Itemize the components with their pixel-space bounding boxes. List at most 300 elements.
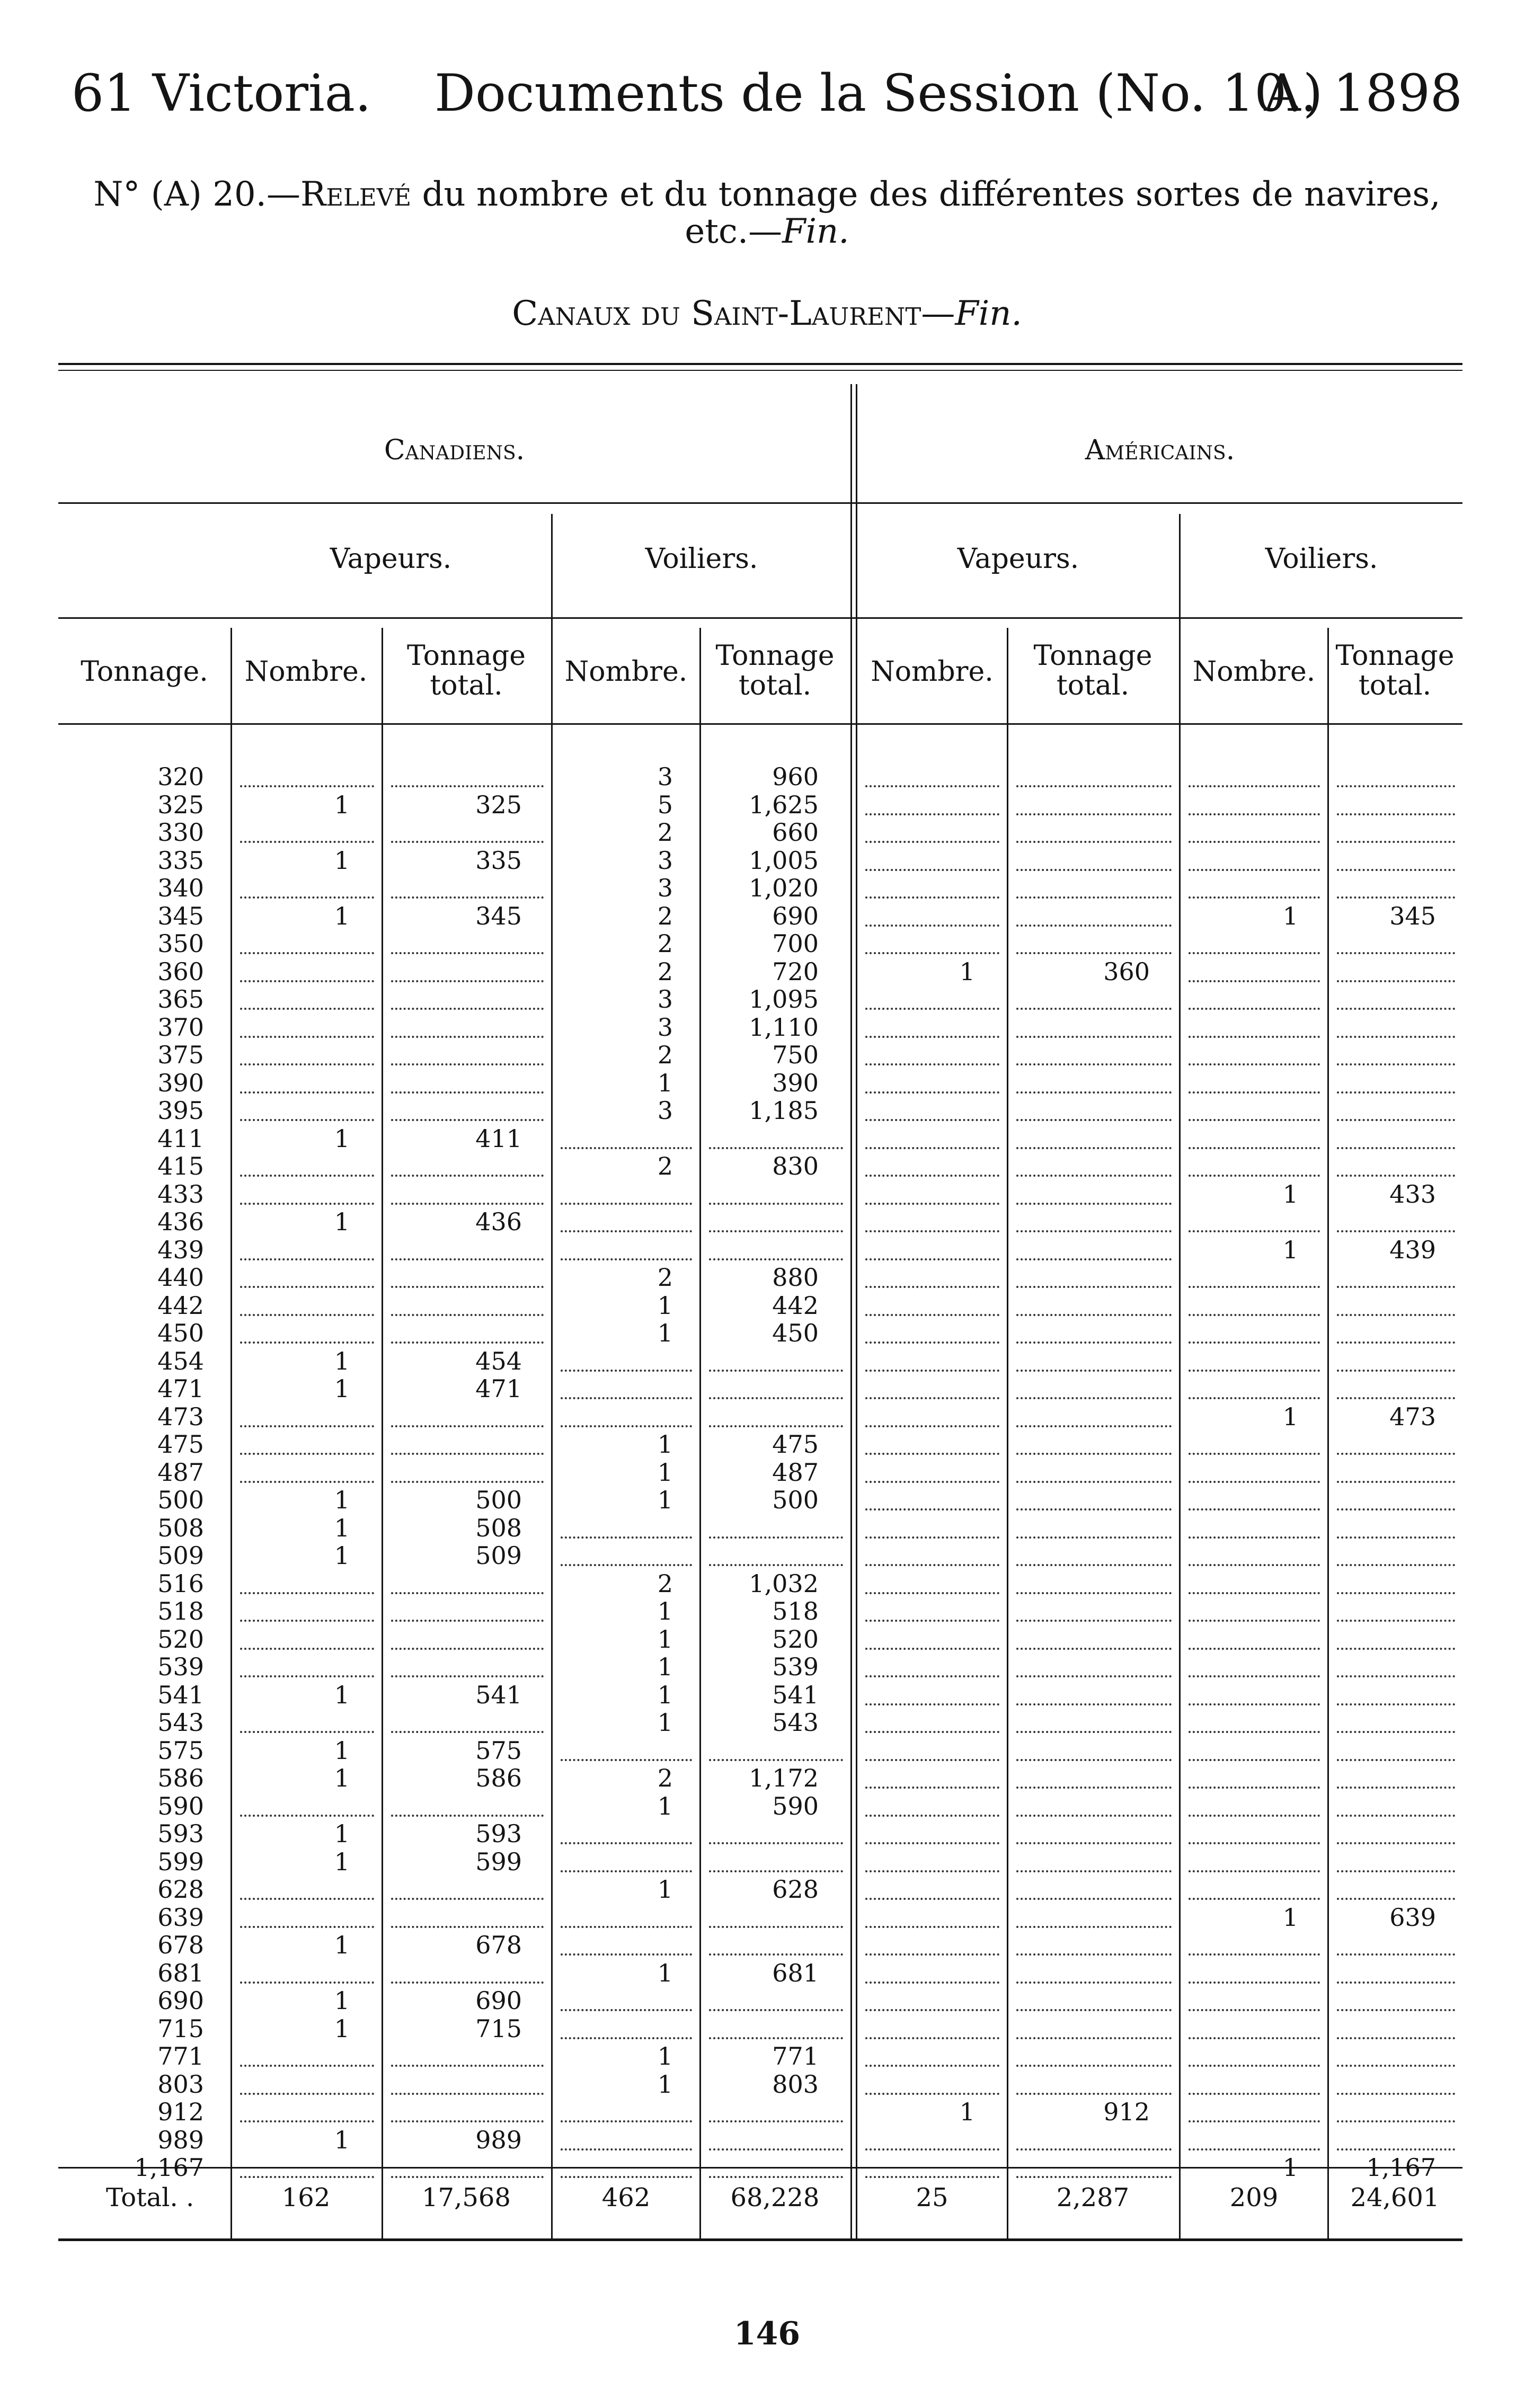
- dot-leader: [1016, 1205, 1172, 1232]
- dot-leader: [1337, 1511, 1455, 1539]
- cell-can-voil-nombre: 1: [657, 1625, 673, 1654]
- header-tonnage-word: Tonnage: [1335, 640, 1455, 672]
- dot-leader: [1337, 1539, 1455, 1566]
- dot-leader: [1016, 1010, 1172, 1038]
- cell-can-vap-tonnage: 436: [475, 1207, 522, 1236]
- dot-leader: [1189, 1316, 1320, 1344]
- cell-can-vap-tonnage: 345: [475, 902, 522, 930]
- dot-leader: [865, 1539, 999, 1566]
- dot-leader: [1189, 2012, 1320, 2039]
- cell-tonnage: 590: [157, 1792, 204, 1820]
- total-am-voil-tonnage: 24,601: [1350, 2183, 1440, 2212]
- dot-leader: [1337, 1956, 1455, 1984]
- dot-leader: [1337, 815, 1455, 843]
- caption-number: N° (A) 20.—: [93, 175, 301, 214]
- dot-leader: [1016, 1900, 1172, 1928]
- dot-leader: [865, 1010, 999, 1038]
- total-am-vap-nombre: 25: [916, 2183, 948, 2212]
- dot-leader: [1337, 1928, 1455, 1956]
- cell-am-vap-nombre: 1: [959, 957, 975, 986]
- dot-leader: [1016, 2123, 1172, 2151]
- cell-can-voil-tonnage: 390: [772, 1069, 819, 1097]
- cell-can-vap-tonnage: 678: [475, 1931, 522, 1959]
- cell-can-voil-tonnage: 803: [772, 2070, 819, 2099]
- cell-tonnage: 678: [157, 1931, 204, 1959]
- cell-can-voil-tonnage: 518: [772, 1597, 819, 1625]
- dot-leader: [1016, 1705, 1172, 1733]
- dot-leader: [865, 1789, 999, 1817]
- dot-leader: [865, 1956, 999, 1984]
- cell-tonnage: 593: [157, 1819, 204, 1848]
- dot-leader: [561, 1984, 692, 2011]
- cell-can-voil-nombre: 1: [657, 1291, 673, 1320]
- dot-leader: [865, 1817, 999, 1844]
- dot-leader: [709, 1177, 843, 1205]
- dot-leader: [240, 2039, 374, 2067]
- dot-leader: [561, 1177, 692, 1205]
- cell-am-voil-tonnage: 345: [1389, 902, 1436, 930]
- cell-can-voil-tonnage: 880: [772, 1263, 819, 1292]
- dot-leader: [1337, 1678, 1455, 1705]
- cell-can-vap-tonnage: 541: [475, 1681, 522, 1709]
- dot-leader: [709, 2095, 843, 2122]
- cell-can-voil-nombre: 1: [657, 1792, 673, 1820]
- cell-can-voil-nombre: 1: [657, 1319, 673, 1347]
- dot-leader: [391, 1177, 544, 1205]
- dot-leader: [1337, 955, 1455, 982]
- dot-leader: [391, 1567, 544, 1594]
- cell-am-voil-nombre: 1: [1282, 1236, 1298, 1264]
- dot-leader: [240, 2151, 374, 2178]
- cell-can-vap-tonnage: 411: [475, 1124, 522, 1153]
- cell-am-voil-tonnage: 473: [1389, 1402, 1436, 1431]
- cell-can-voil-nombre: 3: [657, 762, 673, 791]
- dot-leader: [1189, 1845, 1320, 1872]
- dot-leader: [240, 982, 374, 1010]
- cell-am-voil-tonnage: 1,167: [1366, 2153, 1436, 2182]
- dot-leader: [1337, 1984, 1455, 2011]
- dot-leader: [1337, 1455, 1455, 1483]
- cell-can-voil-nombre: 1: [657, 1681, 673, 1709]
- dot-leader: [1337, 2067, 1455, 2095]
- dot-leader: [1189, 1872, 1320, 1900]
- col-can-voil-nombre: Nombre.: [564, 656, 688, 688]
- dot-leader: [1189, 1038, 1320, 1065]
- sub-am-voiliers: Voiliers.: [1265, 543, 1378, 575]
- cell-can-voil-nombre: 2: [657, 957, 673, 986]
- dot-leader: [1016, 1984, 1172, 2011]
- cell-can-voil-tonnage: 475: [772, 1430, 819, 1459]
- dot-leader: [391, 1650, 544, 1677]
- cell-tonnage: 442: [157, 1291, 204, 1320]
- total-can-vap-tonnage: 17,568: [422, 2183, 511, 2212]
- total-am-voil-nombre: 209: [1229, 2183, 1279, 2212]
- dot-leader: [1016, 1177, 1172, 1205]
- dot-leader: [709, 2123, 843, 2151]
- cell-can-voil-tonnage: 830: [772, 1152, 819, 1180]
- dot-leader: [865, 1622, 999, 1650]
- cell-can-voil-nombre: 3: [657, 985, 673, 1014]
- dot-leader: [561, 2095, 692, 2122]
- cell-can-vap-tonnage: 325: [475, 790, 522, 819]
- dot-leader: [1337, 1483, 1455, 1510]
- cell-can-voil-tonnage: 1,095: [749, 985, 819, 1014]
- cell-can-vap-nombre: 1: [334, 2014, 350, 2043]
- cell-can-vap-nombre: 1: [334, 1764, 350, 1792]
- dot-leader: [240, 1956, 374, 1984]
- dot-leader: [709, 1539, 843, 1566]
- cell-tonnage: 541: [157, 1681, 204, 1709]
- cell-can-voil-tonnage: 543: [772, 1708, 819, 1737]
- dot-leader: [1016, 760, 1172, 787]
- cell-can-voil-tonnage: 520: [772, 1625, 819, 1654]
- dot-leader: [1189, 1817, 1320, 1844]
- dot-leader: [865, 982, 999, 1010]
- dot-leader: [1016, 1734, 1172, 1761]
- caption-title-rest: du nombre et du tonnage des différentes sortes de navires,: [411, 175, 1441, 214]
- dot-leader: [1189, 2095, 1320, 2122]
- cell-tonnage: 771: [157, 2042, 204, 2071]
- dot-leader: [1016, 1956, 1172, 1984]
- dot-leader: [240, 1149, 374, 1177]
- cell-can-voil-tonnage: 1,172: [749, 1764, 819, 1792]
- dot-leader: [1337, 1817, 1455, 1844]
- dot-leader: [1337, 1872, 1455, 1900]
- dot-leader: [1337, 927, 1455, 954]
- header-total-word: total.: [1358, 670, 1432, 701]
- dot-leader: [1337, 1761, 1455, 1789]
- dot-leader: [561, 1344, 692, 1372]
- cell-can-voil-tonnage: 500: [772, 1486, 819, 1514]
- dot-leader: [1189, 982, 1320, 1010]
- cell-can-vap-tonnage: 508: [475, 1514, 522, 1542]
- dot-leader: [1016, 1316, 1172, 1344]
- dot-leader: [240, 1094, 374, 1121]
- cell-tonnage: 518: [157, 1597, 204, 1625]
- cell-tonnage: 350: [157, 929, 204, 958]
- dot-leader: [391, 1149, 544, 1177]
- col-tonnage: Tonnage.: [81, 656, 208, 688]
- cell-can-vap-nombre: 1: [334, 1374, 350, 1403]
- dot-leader: [1337, 1622, 1455, 1650]
- dot-leader: [1189, 1344, 1320, 1372]
- cell-can-vap-nombre: 1: [334, 1986, 350, 2015]
- section-title-italic: Fin.: [955, 294, 1022, 333]
- total-am-vap-tonnage: 2,287: [1056, 2183, 1130, 2212]
- dot-leader: [865, 871, 999, 899]
- cell-can-voil-nombre: 1: [657, 1959, 673, 1987]
- dot-leader: [1016, 1289, 1172, 1316]
- cell-tonnage: 439: [157, 1236, 204, 1264]
- dot-leader: [1189, 1650, 1320, 1677]
- cell-can-voil-tonnage: 541: [772, 1681, 819, 1709]
- dot-leader: [865, 1149, 999, 1177]
- dot-leader: [709, 1205, 843, 1232]
- dot-leader: [865, 1260, 999, 1288]
- cell-tonnage: 320: [157, 762, 204, 791]
- cell-tonnage: 473: [157, 1402, 204, 1431]
- total-label: Total. .: [106, 2183, 194, 2212]
- cell-can-vap-nombre: 1: [334, 1931, 350, 1959]
- dot-leader: [1189, 1289, 1320, 1316]
- dot-leader: [1016, 2151, 1172, 2178]
- dot-leader: [240, 1455, 374, 1483]
- dot-leader: [865, 2151, 999, 2178]
- cell-tonnage: 325: [157, 790, 204, 819]
- dot-leader: [865, 2123, 999, 2151]
- dot-leader: [1016, 1094, 1172, 1121]
- dot-leader: [865, 2039, 999, 2067]
- dot-leader: [391, 955, 544, 982]
- dot-leader: [1016, 1539, 1172, 1566]
- dot-leader: [1016, 1511, 1172, 1539]
- dot-leader: [1016, 815, 1172, 843]
- cell-tonnage: 539: [157, 1652, 204, 1681]
- dot-leader: [1016, 982, 1172, 1010]
- dot-leader: [1189, 1956, 1320, 1984]
- caption-line2-prefix: etc.—: [685, 212, 783, 251]
- dot-leader: [240, 871, 374, 899]
- cell-am-voil-tonnage: 433: [1389, 1180, 1436, 1209]
- cell-tonnage: 508: [157, 1514, 204, 1542]
- dot-leader: [391, 2095, 544, 2122]
- cell-can-voil-nombre: 3: [657, 846, 673, 875]
- dot-leader: [1016, 927, 1172, 954]
- cell-can-vap-nombre: 1: [334, 2126, 350, 2154]
- dot-leader: [1189, 1928, 1320, 1956]
- dot-leader: [1189, 1094, 1320, 1121]
- dot-leader: [240, 1427, 374, 1455]
- cell-can-vap-tonnage: 586: [475, 1764, 522, 1792]
- cell-can-vap-nombre: 1: [334, 1541, 350, 1570]
- dot-leader: [240, 760, 374, 787]
- dot-leader: [240, 1177, 374, 1205]
- dot-leader: [391, 1289, 544, 1316]
- dot-leader: [1337, 1149, 1455, 1177]
- dot-leader: [1337, 2095, 1455, 2122]
- dot-leader: [709, 1817, 843, 1844]
- dot-leader: [709, 1511, 843, 1539]
- dot-leader: [391, 1622, 544, 1650]
- group-americains: Américains.: [1085, 434, 1235, 466]
- dot-leader: [1189, 927, 1320, 954]
- cell-can-vap-nombre: 1: [334, 1847, 350, 1876]
- header-total-word: total.: [738, 670, 812, 701]
- dot-leader: [1189, 1122, 1320, 1149]
- cell-can-voil-nombre: 5: [657, 790, 673, 819]
- dot-leader: [865, 760, 999, 787]
- cell-can-voil-nombre: 3: [657, 1013, 673, 1042]
- dot-leader: [1337, 1066, 1455, 1094]
- section-title-sc: Canaux du Saint-Laurent: [512, 294, 921, 333]
- dot-leader: [240, 1038, 374, 1065]
- header-left: 61 Victoria.: [72, 64, 371, 123]
- dot-leader: [240, 1900, 374, 1928]
- dot-leader: [1189, 788, 1320, 815]
- dot-leader: [240, 1260, 374, 1288]
- caption-line2-italic: Fin.: [782, 212, 849, 251]
- cell-can-voil-tonnage: 1,020: [749, 874, 819, 902]
- dot-leader: [1337, 2039, 1455, 2067]
- dot-leader: [865, 1455, 999, 1483]
- dot-leader: [1337, 1289, 1455, 1316]
- cell-tonnage: 487: [157, 1458, 204, 1487]
- page-number: 146: [733, 2315, 801, 2352]
- cell-tonnage: 1,167: [134, 2153, 204, 2182]
- dot-leader: [1337, 1094, 1455, 1121]
- cell-can-vap-tonnage: 690: [475, 1986, 522, 2015]
- dot-leader: [1337, 1372, 1455, 1399]
- dot-leader: [865, 1734, 999, 1761]
- cell-tonnage: 628: [157, 1875, 204, 1904]
- cell-tonnage: 390: [157, 1069, 204, 1097]
- dot-leader: [865, 1372, 999, 1399]
- cell-can-voil-nombre: 2: [657, 929, 673, 958]
- dot-leader: [240, 2095, 374, 2122]
- dot-leader: [865, 1900, 999, 1928]
- dot-leader: [391, 1038, 544, 1065]
- cell-can-voil-nombre: 1: [657, 1875, 673, 1904]
- cell-tonnage: 599: [157, 1847, 204, 1876]
- dot-leader: [240, 1066, 374, 1094]
- col-am-voil-nombre: Nombre.: [1192, 656, 1316, 688]
- cell-can-voil-tonnage: 1,032: [749, 1569, 819, 1598]
- dot-leader: [865, 1984, 999, 2011]
- dot-leader: [1189, 1372, 1320, 1399]
- dot-leader: [865, 1872, 999, 1900]
- dot-leader: [561, 1928, 692, 1956]
- cell-tonnage: 370: [157, 1013, 204, 1042]
- dot-leader: [1189, 1789, 1320, 1817]
- dot-leader: [1016, 1260, 1172, 1288]
- cell-tonnage: 436: [157, 1207, 204, 1236]
- cell-can-vap-tonnage: 593: [475, 1819, 522, 1848]
- dot-leader: [240, 927, 374, 954]
- caption-title-sc: Relevé: [300, 175, 412, 214]
- cell-tonnage: 475: [157, 1430, 204, 1459]
- dot-leader: [1189, 1678, 1320, 1705]
- total-can-vap-nombre: 162: [281, 2183, 331, 2212]
- dot-leader: [1189, 1066, 1320, 1094]
- cell-can-vap-tonnage: 599: [475, 1847, 522, 1876]
- dot-leader: [1337, 1205, 1455, 1232]
- dot-leader: [1337, 1845, 1455, 1872]
- dot-leader: [1189, 1427, 1320, 1455]
- dot-leader: [1189, 1483, 1320, 1510]
- dot-leader: [1189, 760, 1320, 787]
- dot-leader: [561, 2123, 692, 2151]
- dot-leader: [1189, 1260, 1320, 1288]
- dot-leader: [1189, 1511, 1320, 1539]
- cell-can-voil-nombre: 2: [657, 902, 673, 930]
- cell-tonnage: 411: [157, 1124, 204, 1153]
- dot-leader: [391, 927, 544, 954]
- cell-can-voil-nombre: 1: [657, 2070, 673, 2099]
- dot-leader: [1189, 1010, 1320, 1038]
- dot-leader: [391, 1260, 544, 1288]
- dot-leader: [391, 982, 544, 1010]
- dot-leader: [1016, 2012, 1172, 2039]
- cell-tonnage: 471: [157, 1374, 204, 1403]
- cell-can-voil-nombre: 3: [657, 1096, 673, 1125]
- dot-leader: [865, 1122, 999, 1149]
- dot-leader: [391, 2067, 544, 2095]
- cell-can-vap-nombre: 1: [334, 1124, 350, 1153]
- cell-can-voil-tonnage: 681: [772, 1959, 819, 1987]
- cell-can-voil-nombre: 2: [657, 1152, 673, 1180]
- dot-leader: [240, 1622, 374, 1650]
- dot-leader: [391, 1400, 544, 1427]
- dot-leader: [709, 2151, 843, 2178]
- dot-leader: [865, 1233, 999, 1260]
- dot-leader: [709, 1928, 843, 1956]
- cell-can-vap-tonnage: 500: [475, 1486, 522, 1514]
- dot-leader: [1337, 1122, 1455, 1149]
- dot-leader: [240, 1567, 374, 1594]
- dot-leader: [865, 1705, 999, 1733]
- dot-leader: [1016, 1650, 1172, 1677]
- cell-tonnage: 454: [157, 1347, 204, 1375]
- dot-leader: [1189, 2123, 1320, 2151]
- dot-leader: [240, 1650, 374, 1677]
- dot-leader: [1337, 1594, 1455, 1622]
- dot-leader: [391, 1316, 544, 1344]
- cell-can-voil-nombre: 1: [657, 1597, 673, 1625]
- cell-can-voil-tonnage: 660: [772, 818, 819, 847]
- dot-leader: [1189, 1539, 1320, 1566]
- cell-tonnage: 375: [157, 1041, 204, 1069]
- dot-leader: [865, 1289, 999, 1316]
- dot-leader: [1016, 1038, 1172, 1065]
- cell-tonnage: 586: [157, 1764, 204, 1792]
- dot-leader: [1189, 815, 1320, 843]
- dot-leader: [1337, 1316, 1455, 1344]
- cell-tonnage: 803: [157, 2070, 204, 2099]
- cell-can-voil-tonnage: 750: [772, 1041, 819, 1069]
- dot-leader: [1016, 1594, 1172, 1622]
- dot-leader: [1337, 2012, 1455, 2039]
- cell-can-voil-tonnage: 1,110: [749, 1013, 819, 1042]
- cell-tonnage: 681: [157, 1959, 204, 1987]
- cell-can-vap-nombre: 1: [334, 1514, 350, 1542]
- cell-tonnage: 989: [157, 2126, 204, 2154]
- cell-am-vap-nombre: 1: [959, 2098, 975, 2126]
- dot-leader: [1337, 843, 1455, 871]
- dot-leader: [391, 1872, 544, 1900]
- dot-leader: [561, 2012, 692, 2039]
- cell-can-vap-tonnage: 715: [475, 2014, 522, 2043]
- cell-tonnage: 509: [157, 1541, 204, 1570]
- col-am-vap-nombre: Nombre.: [871, 656, 994, 688]
- header-total-word: total.: [1056, 670, 1130, 701]
- cell-can-voil-nombre: 1: [657, 1069, 673, 1097]
- cell-can-vap-nombre: 1: [334, 1819, 350, 1848]
- cell-can-voil-tonnage: 720: [772, 957, 819, 986]
- cell-can-vap-nombre: 1: [334, 846, 350, 875]
- dot-leader: [709, 1344, 843, 1372]
- dot-leader: [865, 2067, 999, 2095]
- dot-leader: [1337, 982, 1455, 1010]
- dot-leader: [865, 1427, 999, 1455]
- dot-leader: [391, 1010, 544, 1038]
- dot-leader: [1337, 1427, 1455, 1455]
- dot-leader: [391, 1066, 544, 1094]
- cell-can-voil-nombre: 3: [657, 874, 673, 902]
- dot-leader: [1016, 899, 1172, 927]
- dot-leader: [1189, 1622, 1320, 1650]
- dot-leader: [1189, 843, 1320, 871]
- dot-leader: [391, 2151, 544, 2178]
